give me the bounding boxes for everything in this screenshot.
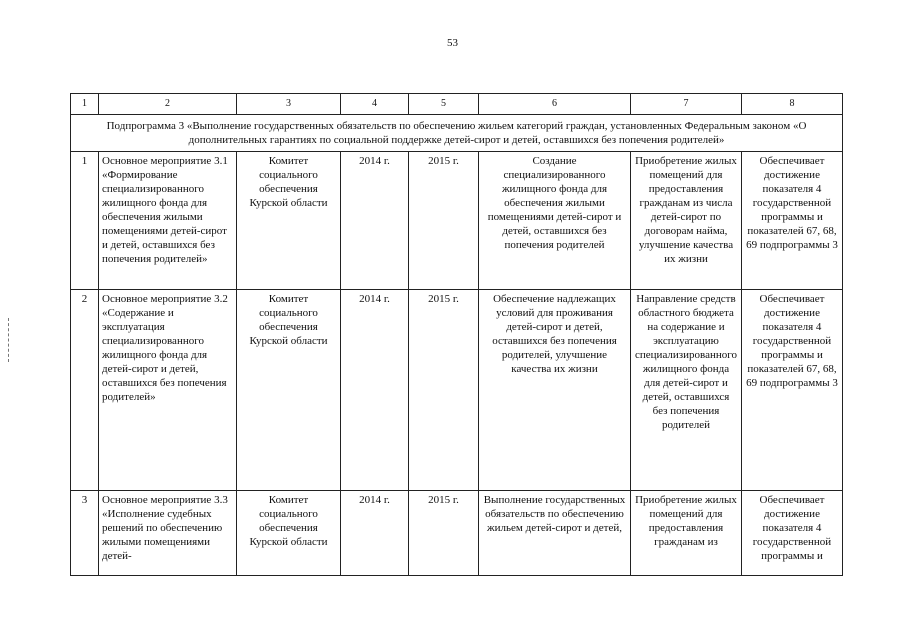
table-row: [71, 491, 843, 576]
measure-cell: Основное мероприятие 3.3 «Исполнение судебных решений по обеспечению жилыми помещениями детей-: [99, 491, 237, 576]
measures-table: [70, 93, 843, 576]
directions-cell: Приобретение жилых помещений для предоставления гражданам из числа детей-сирот по договорам найма, улучшение качества их жизни: [631, 152, 742, 290]
start-year-cell: 2014 г.: [341, 491, 409, 576]
end-year-cell: 2015 г.: [409, 491, 479, 576]
subprogram-row: [71, 115, 843, 152]
row-number: 2: [71, 290, 99, 491]
result-cell: Создание специализированного жилищного фонда для обеспечения жилыми помещениями детей-сирот и детей, оставшихся без попечения родителей: [479, 152, 631, 290]
indicator-link-cell: Обеспечивает достижение показателя 4 государственной программы и показателей 67, 68, 69 подпрограммы 3: [742, 290, 843, 491]
column-number-row: [71, 94, 843, 115]
indicator-link-cell: Обеспечивает достижение показателя 4 государственной программы и: [742, 491, 843, 576]
start-year-cell: 2014 г.: [341, 290, 409, 491]
executor-cell: Комитет социального обеспечения Курской области: [237, 290, 341, 491]
directions-cell: Направление средств областного бюджета на содержание и эксплуатацию специализированного жилищного фонда для детей-сирот и детей, оставшихся без попечения родителей: [631, 290, 742, 491]
row-number: 1: [71, 152, 99, 290]
column-number: 7: [631, 94, 742, 115]
start-year-cell: 2014 г.: [341, 152, 409, 290]
margin-binding-marks: [8, 318, 10, 362]
column-number: 1: [71, 94, 99, 115]
executor-cell: Комитет социального обеспечения Курской области: [237, 491, 341, 576]
column-number: 6: [479, 94, 631, 115]
indicator-link-cell: Обеспечивает достижение показателя 4 государственной программы и показателей 67, 68, 69 подпрограммы 3: [742, 152, 843, 290]
page-number: 53: [447, 37, 458, 49]
column-number: 2: [99, 94, 237, 115]
end-year-cell: 2015 г.: [409, 152, 479, 290]
result-cell: Обеспечение надлежащих условий для проживания детей-сирот и детей, оставшихся без попечения родителей, улучшение качества их жизни: [479, 290, 631, 491]
column-number: 5: [409, 94, 479, 115]
end-year-cell: 2015 г.: [409, 290, 479, 491]
measure-cell: Основное мероприятие 3.2 «Содержание и эксплуатация специализированного жилищного фонда для детей-сирот и детей, оставшихся без попечения родителей»: [99, 290, 237, 491]
measure-cell: Основное мероприятие 3.1 «Формирование специализированного жилищного фонда для обеспечения жилыми помещениями детей-сирот и детей, оставшихся без попечения родителей»: [99, 152, 237, 290]
table-row: [71, 152, 843, 290]
table-row: [71, 290, 843, 491]
column-number: 4: [341, 94, 409, 115]
column-number: 3: [237, 94, 341, 115]
directions-cell: Приобретение жилых помещений для предоставления гражданам из: [631, 491, 742, 576]
row-number: 3: [71, 491, 99, 576]
executor-cell: Комитет социального обеспечения Курской области: [237, 152, 341, 290]
column-number: 8: [742, 94, 843, 115]
subprogram-title: Подпрограмма 3 «Выполнение государственных обязательств по обеспечению жильем категорий граждан, установленных Федеральным законом «О дополнительных гарантиях по социальной поддержке детей-сирот и детей, оставшихся без попечения родителей»: [71, 115, 843, 152]
result-cell: Выполнение государственных обязательств по обеспечению жильем детей-сирот и детей,: [479, 491, 631, 576]
